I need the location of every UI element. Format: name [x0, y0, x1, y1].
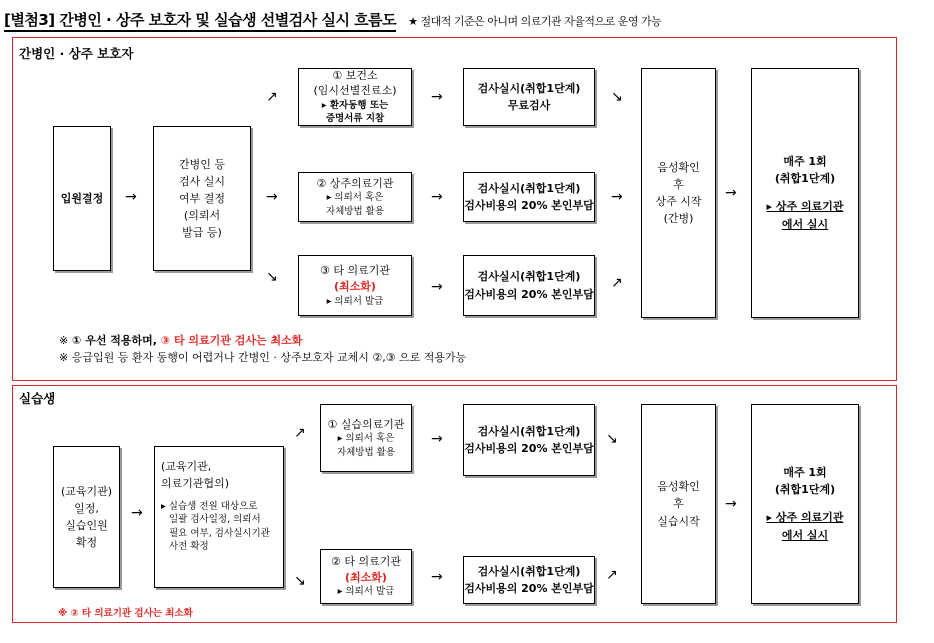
option-title: ② 타 의료기관: [331, 555, 401, 569]
option-training-hospital-box: [320, 404, 412, 472]
option-title: ① 보건소: [332, 68, 378, 82]
confirm-line: 후: [673, 497, 684, 511]
test-line: 검사실시(취합1단계): [477, 564, 581, 578]
confirm-line: 상주 시작: [655, 195, 702, 208]
weekly-line: ▸ 상주 의료기관: [766, 200, 844, 213]
option-note: ▸ 의뢰서 혹은: [337, 433, 395, 445]
confirm-line: 실습시작: [657, 514, 700, 528]
arrow-up-right: ↗: [606, 567, 618, 583]
trainee-schedule-box: [53, 446, 120, 588]
title-text: 간병인 · 상주 보호자 및 실습생 선별검사 실시 흐름도: [54, 11, 397, 29]
negative-confirm-box: [641, 404, 716, 604]
arrow-right: →: [266, 189, 278, 205]
decision-line: 여부 결정: [178, 191, 225, 205]
note-priority: [59, 332, 302, 348]
weekly-line: 매주 1회: [783, 154, 827, 168]
weekly-line: 매주 1회: [783, 465, 827, 479]
test-line: 검사실시(취합1단계): [477, 81, 581, 95]
title-prefix: [별첨3]: [4, 11, 55, 29]
weekly-line: 에서 실시: [781, 528, 829, 542]
decision-line: 검사 실시: [178, 174, 225, 188]
weekly-test-box: [751, 404, 859, 604]
test-line: 검사비용의 20% 본인부담: [464, 199, 594, 212]
arrow-right: →: [431, 279, 443, 295]
plan-bullet: 사전 확정: [169, 540, 209, 552]
test-copay-box: [463, 556, 595, 604]
option-minimize: (최소화): [345, 570, 387, 584]
trainee-plan-box: [154, 446, 284, 588]
decision-line: (의뢰서: [183, 209, 221, 223]
option-subtitle: (임시선별진료소): [313, 83, 397, 97]
arrow-right: →: [431, 569, 443, 585]
arrow-right: →: [431, 189, 443, 205]
test-free-box: [463, 68, 595, 126]
weekly-line: 에서 실시: [781, 217, 829, 231]
note-priority-text: ① 우선 적용하며,: [68, 334, 157, 347]
confirm-line: 후: [673, 177, 684, 191]
option-note: ▸ 환자동행 또는: [321, 99, 389, 111]
test-line: 검사실시(취합1단계): [477, 181, 581, 195]
option-note: 자체방법 활용: [336, 446, 396, 458]
plan-bullet: 필요 여부, 검사실시기관: [169, 527, 270, 539]
plan-line: (교육기관,: [161, 460, 212, 473]
arrow-right: →: [611, 189, 623, 205]
schedule-line: 확정: [75, 536, 98, 550]
negative-confirm-box: [641, 68, 716, 318]
option-other-hospital-box: [320, 549, 412, 604]
note-mark: ※: [59, 334, 69, 347]
test-decision-box: [153, 126, 251, 271]
arrow-down-right: ↘: [606, 431, 618, 447]
test-line: 검사실시(취합1단계): [477, 424, 581, 438]
weekly-line: ▸ 상주 의료기관: [766, 511, 844, 524]
option-title: ③ 타 의료기관: [320, 263, 390, 277]
option-note: 증명서류 지참: [325, 112, 385, 124]
arrow-right: →: [725, 185, 737, 201]
admission-decision-label: 입원결정: [60, 191, 104, 205]
option-title: ① 실습의료기관: [327, 418, 405, 431]
option-other-hospital-box: [298, 255, 412, 316]
arrow-right: →: [431, 431, 443, 447]
note-minimize-text: ③ 타 의료기관 검사는 최소화: [156, 334, 303, 347]
arrow-up-right: ↗: [611, 275, 623, 291]
weekly-line: (취합1단계): [774, 172, 836, 186]
arrow-right: →: [431, 89, 443, 105]
confirm-line: 음성확인: [657, 160, 700, 174]
test-line: 검사실시(취합1단계): [477, 270, 581, 284]
page-title: [4, 9, 661, 30]
schedule-line: 일정,: [74, 501, 99, 515]
plan-bullet: ▸ 실습생 전원 대상으로: [161, 501, 258, 512]
plan-line: 의료기관협의): [161, 476, 230, 490]
arrow-up-right: ↗: [266, 89, 278, 105]
option-note: ▸ 의뢰서 발급: [337, 586, 395, 598]
arrow-down-right: ↘: [266, 269, 278, 285]
test-line: 검사비용의 20% 본인부담: [464, 582, 594, 595]
plan-bullet: 일괄 검사일정, 의뢰서: [169, 514, 261, 526]
decision-line: 발급 등): [182, 226, 222, 240]
arrow-right: →: [725, 496, 737, 512]
option-title: ② 상주의료기관: [316, 177, 394, 190]
arrow-down-right: ↘: [611, 89, 623, 105]
weekly-test-box: [751, 68, 859, 318]
schedule-line: 실습인원: [65, 519, 108, 532]
arrow-down-right: ↘: [294, 573, 306, 589]
admission-decision-box: [53, 126, 111, 271]
arrow-right: →: [125, 189, 137, 205]
arrow-up-right: ↗: [294, 425, 306, 441]
arrow-right: →: [131, 505, 143, 521]
note-trainee-minimize: ※ ② 타 의료기관 검사는 최소화: [58, 608, 193, 619]
option-note: 자체방법 활용: [325, 205, 385, 217]
decision-line: 간병인 등: [178, 157, 225, 171]
confirm-line: 음성확인: [657, 480, 700, 494]
option-note: ▸ 의뢰서 발급: [326, 295, 384, 307]
option-note: ▸ 의뢰서 혹은: [326, 192, 384, 204]
weekly-line: (취합1단계): [774, 483, 836, 497]
option-minimize: (최소화): [334, 279, 376, 293]
schedule-line: (교육기관): [60, 484, 113, 498]
title-note: ★ 절대적 기준은 아니며 의료기관 자율적으로 운영 가능: [408, 15, 662, 28]
section-caregiver-title: 간병인 · 상주 보호자: [19, 46, 134, 61]
test-copay-box: [463, 172, 595, 222]
test-line: 검사비용의 20% 본인부담: [464, 287, 594, 301]
test-copay-box: [463, 404, 595, 476]
test-copay-box: [463, 255, 595, 316]
section-trainee-title: 실습생: [19, 391, 56, 406]
test-line: 무료검사: [507, 99, 551, 112]
option-health-center-box: [298, 68, 412, 126]
test-line: 검사비용의 20% 본인부담: [464, 442, 594, 455]
confirm-line: (간병): [663, 212, 694, 226]
option-resident-hospital-box: [298, 172, 412, 222]
note-emergency: ※ 응급입원 등 환자 동행이 어렵거나 간병인 · 상주보호자 교체시 ②,③ 으로 적용가능: [59, 351, 467, 364]
